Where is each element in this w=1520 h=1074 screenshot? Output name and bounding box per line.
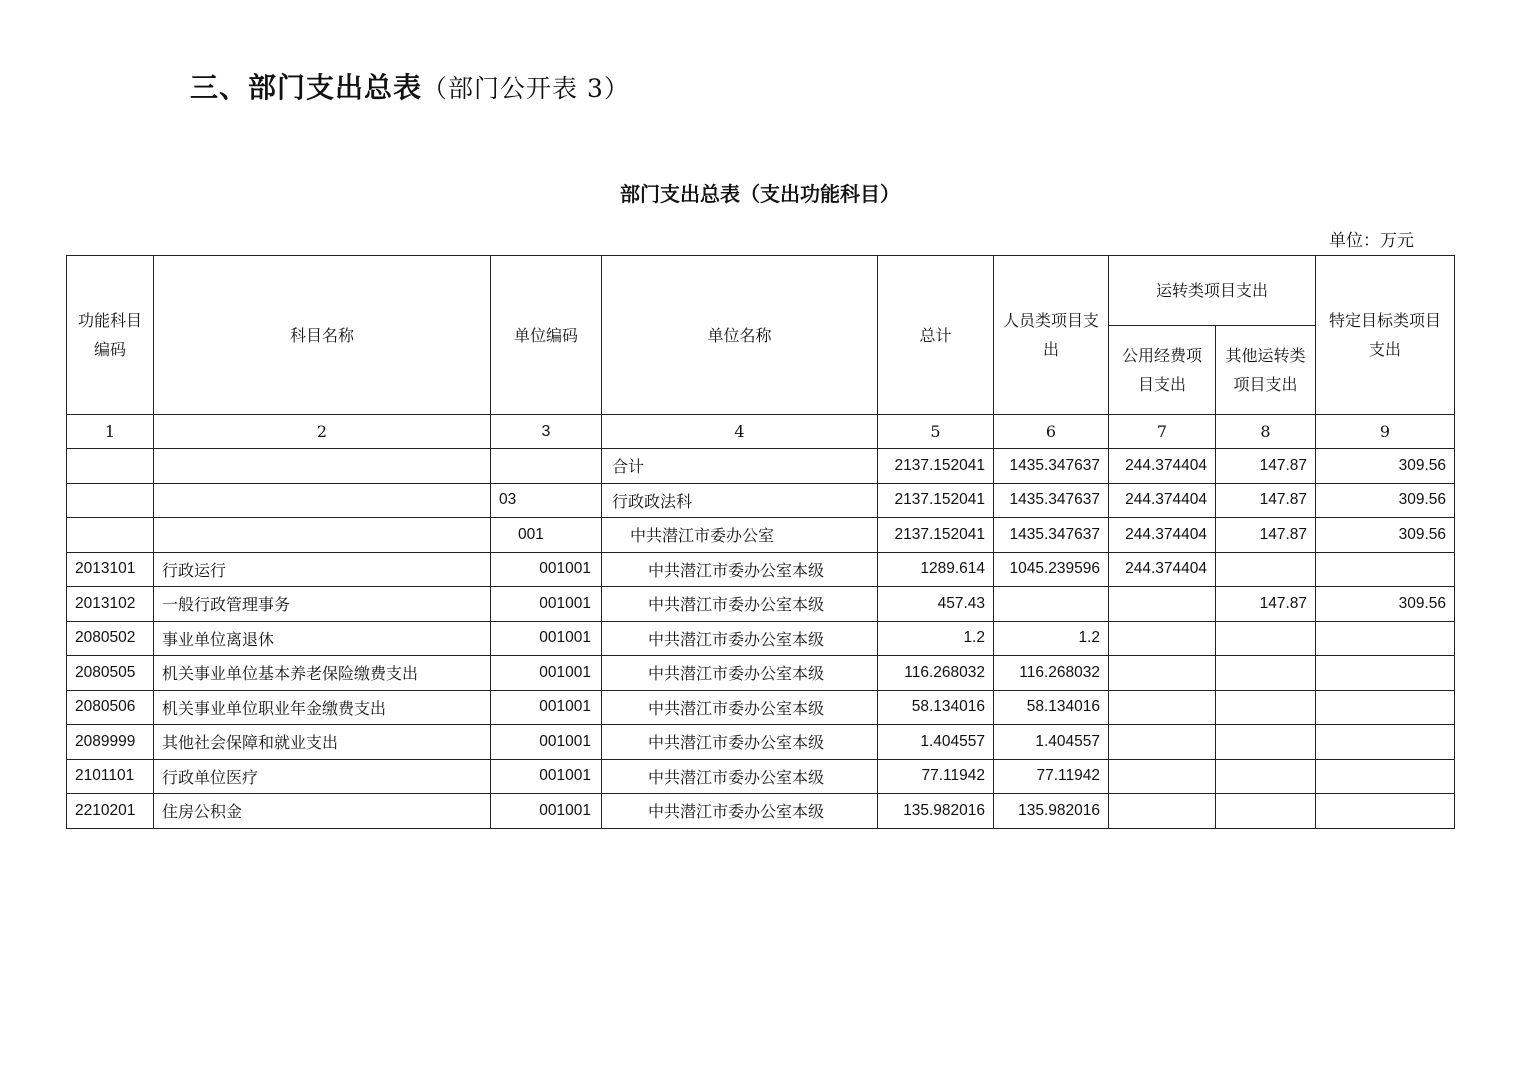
detail-row bbox=[67, 759, 1455, 794]
cell-public bbox=[1109, 690, 1216, 725]
cell-other bbox=[1216, 552, 1316, 587]
cell-subject: 其他社会保障和就业支出 bbox=[154, 725, 491, 760]
cell-code bbox=[67, 483, 154, 518]
header-subject: 科目名称 bbox=[154, 256, 491, 415]
cell-code: 2080502 bbox=[67, 621, 154, 656]
cell-public bbox=[1109, 621, 1216, 656]
cell-other: 147.87 bbox=[1216, 483, 1316, 518]
header-other: 其他运转类项目支出 bbox=[1216, 326, 1316, 415]
cell-subject bbox=[154, 518, 491, 553]
cell-unit-name: 中共潜江市委办公室本级 bbox=[602, 621, 878, 656]
cell-special bbox=[1316, 552, 1455, 587]
cell-unit-code: 001001 bbox=[491, 552, 602, 587]
cell-unit-name: 中共潜江市委办公室本级 bbox=[602, 794, 878, 829]
cell-personnel: 58.134016 bbox=[994, 690, 1109, 725]
cell-public bbox=[1109, 759, 1216, 794]
cell-code: 2089999 bbox=[67, 725, 154, 760]
detail-row bbox=[67, 794, 1455, 829]
cell-public bbox=[1109, 725, 1216, 760]
cell-other: 147.87 bbox=[1216, 518, 1316, 553]
cell-unit-code: 001 bbox=[491, 518, 602, 553]
detail-row bbox=[67, 656, 1455, 691]
cell-total: 58.134016 bbox=[878, 690, 994, 725]
cell-unit-code: 001001 bbox=[491, 690, 602, 725]
cell-subject: 住房公积金 bbox=[154, 794, 491, 829]
cell-subject: 事业单位离退休 bbox=[154, 621, 491, 656]
cell-special bbox=[1316, 725, 1455, 760]
index-cell: 4 bbox=[602, 415, 878, 449]
cell-public bbox=[1109, 587, 1216, 622]
table-title: 部门支出总表（支出功能科目） bbox=[620, 182, 900, 206]
cell-unit-code: 001001 bbox=[491, 656, 602, 691]
cell-special bbox=[1316, 794, 1455, 829]
index-row bbox=[67, 415, 1455, 449]
cell-public bbox=[1109, 794, 1216, 829]
cell-other: 147.87 bbox=[1216, 587, 1316, 622]
detail-row bbox=[67, 552, 1455, 587]
heading-sub: （部门公开表 3） bbox=[422, 74, 630, 103]
cell-personnel: 1435.347637 bbox=[994, 483, 1109, 518]
index-cell: 6 bbox=[994, 415, 1109, 449]
cell-unit-name: 合计 bbox=[602, 449, 878, 484]
cell-public: 244.374404 bbox=[1109, 483, 1216, 518]
cell-special: 309.56 bbox=[1316, 449, 1455, 484]
cell-unit-name: 中共潜江市委办公室本级 bbox=[602, 725, 878, 760]
cell-personnel bbox=[994, 587, 1109, 622]
cell-code bbox=[67, 518, 154, 553]
header-operations-group: 运转类项目支出 bbox=[1109, 256, 1316, 326]
cell-other bbox=[1216, 794, 1316, 829]
detail-row bbox=[67, 690, 1455, 725]
index-cell: 3 bbox=[491, 415, 602, 449]
cell-unit-name: 中共潜江市委办公室本级 bbox=[602, 552, 878, 587]
header-code: 功能科目编码 bbox=[67, 256, 154, 415]
index-cell: 8 bbox=[1216, 415, 1316, 449]
cell-unit-code: 03 bbox=[491, 483, 602, 518]
index-cell: 5 bbox=[878, 415, 994, 449]
cell-special bbox=[1316, 656, 1455, 691]
header-special: 特定目标类项目支出 bbox=[1316, 256, 1455, 415]
cell-code: 2101101 bbox=[67, 759, 154, 794]
cell-code: 2013102 bbox=[67, 587, 154, 622]
cell-subject: 行政单位医疗 bbox=[154, 759, 491, 794]
cell-subject: 机关事业单位职业年金缴费支出 bbox=[154, 690, 491, 725]
detail-row bbox=[67, 621, 1455, 656]
cell-unit-name: 中共潜江市委办公室本级 bbox=[602, 587, 878, 622]
unit-label: 单位：万元 bbox=[1329, 231, 1414, 251]
cell-total: 1.2 bbox=[878, 621, 994, 656]
cell-other: 147.87 bbox=[1216, 449, 1316, 484]
cell-public: 244.374404 bbox=[1109, 449, 1216, 484]
cell-total: 1289.614 bbox=[878, 552, 994, 587]
cell-total: 77.11942 bbox=[878, 759, 994, 794]
cell-personnel: 1045.239596 bbox=[994, 552, 1109, 587]
header-total: 总计 bbox=[878, 256, 994, 415]
cell-unit-name: 中共潜江市委办公室本级 bbox=[602, 656, 878, 691]
page-heading bbox=[190, 66, 630, 106]
cell-special bbox=[1316, 621, 1455, 656]
cell-other bbox=[1216, 656, 1316, 691]
heading-main: 三、部门支出总表 bbox=[190, 71, 423, 104]
cell-personnel: 1.2 bbox=[994, 621, 1109, 656]
cell-unit-code: 001001 bbox=[491, 794, 602, 829]
cell-public: 244.374404 bbox=[1109, 518, 1216, 553]
cell-special: 309.56 bbox=[1316, 587, 1455, 622]
index-cell: 7 bbox=[1109, 415, 1216, 449]
detail-row bbox=[67, 725, 1455, 760]
cell-unit-name: 中共潜江市委办公室本级 bbox=[602, 759, 878, 794]
index-cell: 2 bbox=[154, 415, 491, 449]
cell-personnel: 1.404557 bbox=[994, 725, 1109, 760]
cell-code: 2080506 bbox=[67, 690, 154, 725]
cell-total: 2137.152041 bbox=[878, 483, 994, 518]
cell-personnel: 116.268032 bbox=[994, 656, 1109, 691]
cell-special: 309.56 bbox=[1316, 518, 1455, 553]
cell-subject: 机关事业单位基本养老保险缴费支出 bbox=[154, 656, 491, 691]
cell-subject: 行政运行 bbox=[154, 552, 491, 587]
cell-total: 457.43 bbox=[878, 587, 994, 622]
summary-row-section bbox=[67, 483, 1455, 518]
cell-personnel: 1435.347637 bbox=[994, 449, 1109, 484]
cell-personnel: 1435.347637 bbox=[994, 518, 1109, 553]
cell-code: 2210201 bbox=[67, 794, 154, 829]
header-unit-name: 单位名称 bbox=[602, 256, 878, 415]
cell-unit-code: 001001 bbox=[491, 759, 602, 794]
detail-row bbox=[67, 587, 1455, 622]
cell-total: 1.404557 bbox=[878, 725, 994, 760]
index-cell: 9 bbox=[1316, 415, 1455, 449]
cell-code: 2013101 bbox=[67, 552, 154, 587]
cell-unit-name: 中共潜江市委办公室本级 bbox=[602, 690, 878, 725]
header-unit-code: 单位编码 bbox=[491, 256, 602, 415]
cell-subject bbox=[154, 449, 491, 484]
header-public: 公用经费项目支出 bbox=[1109, 326, 1216, 415]
cell-other bbox=[1216, 690, 1316, 725]
cell-personnel: 135.982016 bbox=[994, 794, 1109, 829]
cell-special bbox=[1316, 690, 1455, 725]
cell-subject bbox=[154, 483, 491, 518]
cell-other bbox=[1216, 725, 1316, 760]
cell-special: 309.56 bbox=[1316, 483, 1455, 518]
cell-unit-name: 中共潜江市委办公室 bbox=[602, 518, 878, 553]
cell-total: 116.268032 bbox=[878, 656, 994, 691]
cell-total: 135.982016 bbox=[878, 794, 994, 829]
cell-unit-code: 001001 bbox=[491, 621, 602, 656]
expenditure-table bbox=[66, 255, 1455, 829]
index-cell: 1 bbox=[67, 415, 154, 449]
summary-row-total bbox=[67, 449, 1455, 484]
cell-personnel: 77.11942 bbox=[994, 759, 1109, 794]
summary-row-office bbox=[67, 518, 1455, 553]
cell-code bbox=[67, 449, 154, 484]
cell-other bbox=[1216, 759, 1316, 794]
cell-other bbox=[1216, 621, 1316, 656]
cell-special bbox=[1316, 759, 1455, 794]
cell-public bbox=[1109, 656, 1216, 691]
header-personnel: 人员类项目支出 bbox=[994, 256, 1109, 415]
cell-unit-code bbox=[491, 449, 602, 484]
cell-unit-name: 行政政法科 bbox=[602, 483, 878, 518]
cell-subject: 一般行政管理事务 bbox=[154, 587, 491, 622]
cell-public: 244.374404 bbox=[1109, 552, 1216, 587]
header-row-1 bbox=[67, 256, 1455, 326]
cell-unit-code: 001001 bbox=[491, 587, 602, 622]
cell-total: 2137.152041 bbox=[878, 449, 994, 484]
cell-unit-code: 001001 bbox=[491, 725, 602, 760]
cell-total: 2137.152041 bbox=[878, 518, 994, 553]
cell-code: 2080505 bbox=[67, 656, 154, 691]
